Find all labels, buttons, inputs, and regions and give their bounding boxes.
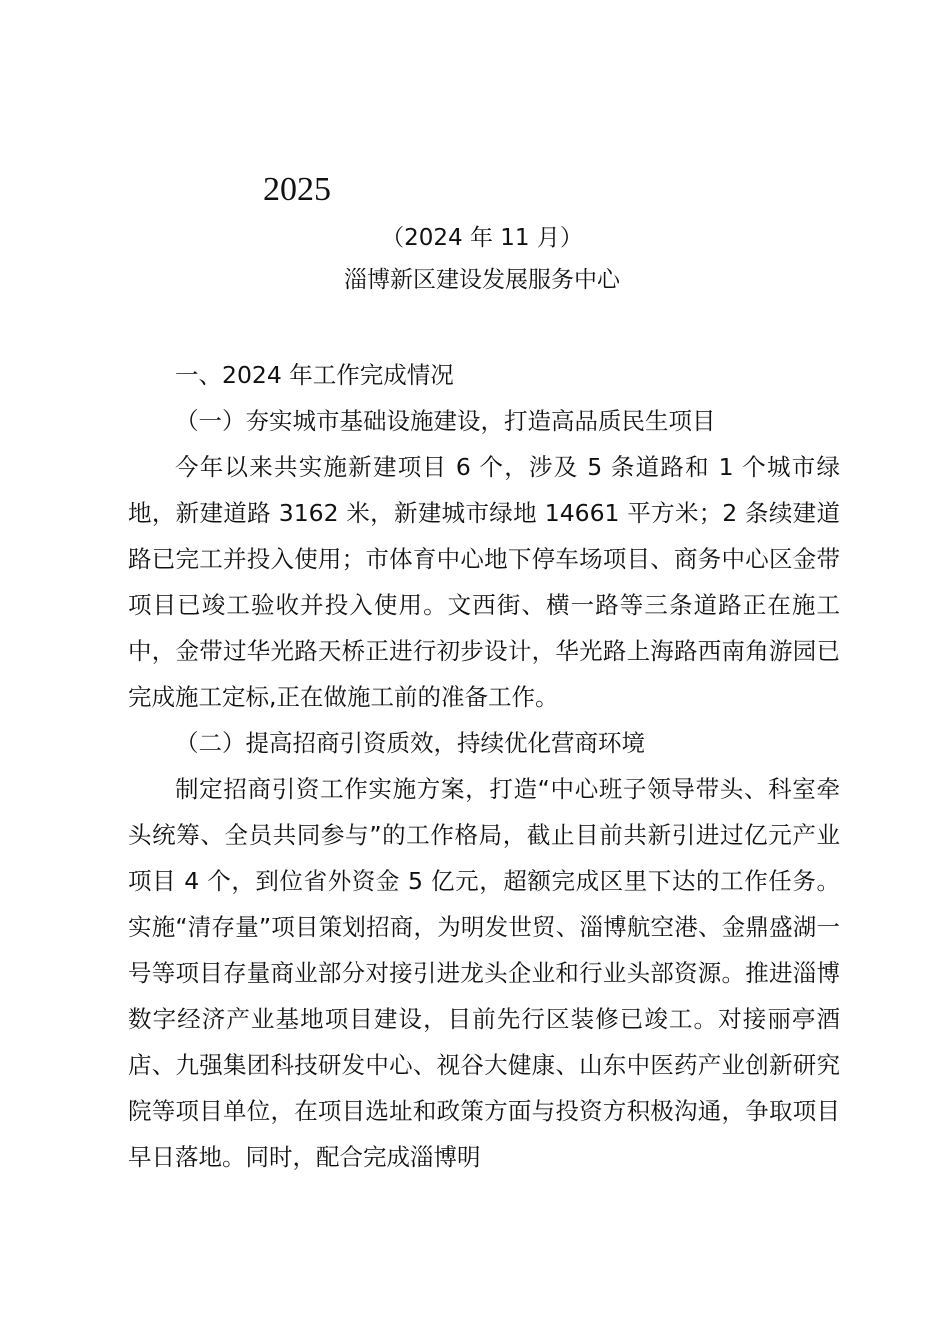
section-heading-1: 一、2024 年工作完成情况	[175, 361, 454, 389]
document-body	[128, 352, 840, 1180]
subsection-heading-1: （一）夯实城市基础设施建设，打造高品质民生项目	[175, 407, 716, 435]
subsection-heading-2: （二）提高招商引资质效，持续优化营商环境	[175, 729, 645, 757]
subsection-paragraph-2: 制定招商引资工作实施方案，打造“中心班子领导带头、科室牵头统筹、全员共同参与”的工作格局，截止目前共新引进过亿元产业项目 4 个，到位省外资金 5 亿元，超额完成区里下达的工作任务。实施“清存量”项目策划招商，为明发世贸、淄博航空港、金鼎盛湖一号等项目存量商业部分对接引进龙头企业和行业头部资源。推进淄博数字经济产业基地项目建设，目前先行区装修已竣工。对接丽亭酒店、九强集团科技研发中心、视谷大健康、山东中医药产业创新研究院等项目单位，在项目选址和政策方面与投资方积极沟通，争取项目早日落地。同时，配合完成淄博明	[128, 775, 840, 1171]
subsection-paragraph-1: 今年以来共实施新建项目 6 个，涉及 5 条道路和 1 个城市绿地，新建道路 3162 米，新建城市绿地 14661 平方米；2 条续建道路已完工并投入使用；市体育中心地下停车场项目、商务中心区金带项目已竣工验收并投入使用。文西街、横一路等三条道路正在施工中，金带过华光路天桥正进行初步设计，华光路上海路西南角游园已完成施工定标,正在做施工前的准备工作。	[128, 453, 840, 711]
document-organization: 淄博新区建设发展服务中心	[344, 267, 620, 293]
document-date: （2024 年 11 月）	[381, 225, 583, 251]
document-year-title: 2025	[263, 171, 331, 208]
